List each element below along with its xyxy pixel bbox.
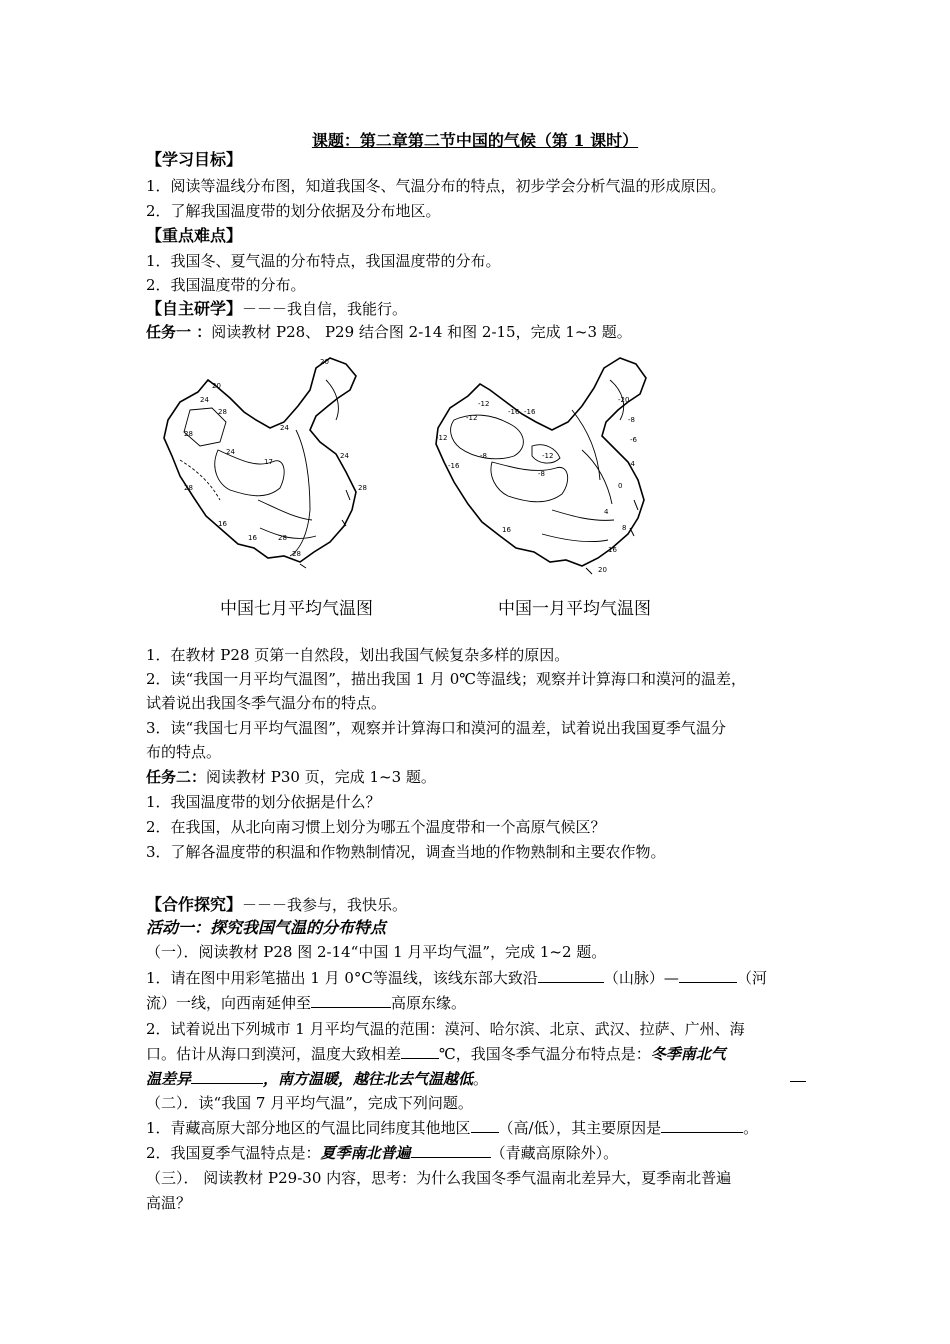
goal-item-2: 2．了解我国温度带的划分依据及分布地区。 [146, 202, 441, 220]
answer-blank-river[interactable] [679, 966, 737, 983]
july-map-label: 28 [278, 534, 287, 542]
july-map-label: 16 [218, 520, 227, 528]
self-study-tagline: －－－我自信，我能行。 [242, 300, 408, 318]
part2-question-2-text: 2．我国夏季气温特点是： [146, 1144, 321, 1162]
question-2-text: 。 [473, 1070, 489, 1088]
task1-label: 任务一 ： [146, 323, 212, 341]
part2-question-2-emphasis: 夏季南北普遍 [320, 1144, 411, 1162]
july-map-label: 24 [340, 452, 349, 460]
part3-line2: 高温？ [146, 1194, 192, 1212]
goals-heading: 【学习目标】 [146, 150, 243, 169]
part3-line1: （三）． 阅读教材 P29-30 内容，思考：为什么我国冬季气温南北差异大，夏季南北普遍 [146, 1169, 732, 1187]
jan-map-label: 4 [604, 508, 609, 516]
jan-map-label: -6 [630, 436, 637, 444]
jan-map-label: -16 [448, 462, 460, 470]
question-1-text: （山脉）— [603, 969, 679, 987]
july-map-label: 28 [184, 484, 193, 492]
answer-blank-plateau[interactable] [311, 991, 391, 1008]
task1-item: 布的特点。 [146, 743, 222, 761]
jan-map-label: -8 [628, 416, 635, 424]
jan-map-label: -8 [538, 470, 545, 478]
question-1-text: 流）一线，向西南延伸至 [146, 994, 312, 1012]
task1-item: 2．读“我国一月平均气温图”，描出我国 1 月 0℃等温线；观察并计算海口和漠河的温差， [146, 670, 747, 688]
activity1-title: 活动一：探究我国气温的分布特点 [146, 918, 387, 937]
question-1-line2 [146, 991, 466, 1015]
question-1-text: （河 [736, 969, 767, 987]
keypoint-item-1: 1．我国冬、夏气温的分布特点，我国温度带的分布。 [146, 252, 501, 270]
jan-map-label: -12 [478, 400, 490, 408]
july-map-label: 24 [280, 424, 289, 432]
self-study-heading: 【自主研学】 [146, 299, 243, 318]
part2-question-1-text: 。 [743, 1119, 759, 1137]
coop-tagline: －－－我参与，我快乐。 [242, 896, 408, 914]
july-map-label: 28 [358, 484, 367, 492]
answer-blank-reason[interactable] [661, 1116, 743, 1133]
july-map-label: 24 [226, 448, 235, 456]
question-1-line1 [146, 966, 767, 990]
question-1-text: 高原东缘。 [391, 994, 467, 1012]
goal-item-1: 1．阅读等温线分布图，知道我国冬、气温分布的特点，初步学会分析气温的形成原因。 [146, 177, 726, 195]
page-title: 课题：第二章第二节中国的气候（第 1 课时） [311, 131, 639, 150]
jan-map-label: -12 [466, 414, 478, 422]
jan-map-label: 8 [622, 524, 627, 532]
trailing-rule [790, 1081, 806, 1082]
july-map-label: 20 [320, 358, 329, 366]
jan-map-label: -8 [480, 452, 487, 460]
july-map-label: 17 [264, 458, 273, 466]
task1-item: 1．在教材 P28 页第一自然段，划出我国气候复杂多样的原因。 [146, 646, 570, 664]
task2-item: 3．了解各温度带的积温和作物熟制情况，调查当地的作物熟制和主要农作物。 [146, 843, 666, 861]
keypoints-heading: 【重点难点】 [146, 226, 243, 245]
july-map-label: 28 [184, 430, 193, 438]
self-study-heading-line [146, 297, 407, 321]
answer-blank-temperature-difference[interactable] [401, 1042, 439, 1059]
answer-blank-mountain[interactable] [538, 966, 604, 983]
july-map-label: 16 [248, 534, 257, 542]
part2-question-1-text: 1．青藏高原大部分地区的气温比同纬度其他地区 [146, 1119, 471, 1137]
answer-blank-summer[interactable] [411, 1141, 491, 1158]
part2-question-2-text: （青藏高原除外）。 [490, 1144, 619, 1162]
july-map-label: 24 [200, 396, 209, 404]
january-map-caption: 中国一月平均气温图 [498, 599, 651, 619]
task1-item: 3．读“我国七月平均气温图”，观察并计算海口和漠河的温差，试着说出我国夏季气温分 [146, 719, 726, 737]
jan-map-label: 16 [608, 546, 617, 554]
part2-question-1-text: （高/低），其主要原因是 [498, 1119, 662, 1137]
task1-text: 阅读教材 P28、 P29 结合图 2-14 和图 2-15，完成 1~3 题。 [211, 323, 632, 341]
task2-item: 1．我国温度带的划分依据是什么？ [146, 793, 381, 811]
question-2-emphasis: 冬季南北气 [650, 1045, 726, 1063]
task2-line [146, 765, 436, 789]
task2-text: 阅读教材 P30 页，完成 1~3 题。 [206, 768, 436, 786]
keypoint-item-2: 2．我国温度带的分布。 [146, 276, 306, 294]
task1-item: 试着说出我国冬季气温分布的特点。 [146, 694, 387, 712]
question-2-emphasis: 温差异 [146, 1070, 192, 1088]
answer-blank-high-low[interactable] [471, 1116, 499, 1133]
jan-map-label: 16 [502, 526, 511, 534]
task1-line [146, 320, 632, 344]
jan-map-label: 0 [618, 482, 623, 490]
january-temperature-map [432, 350, 662, 578]
july-map-label: 20 [212, 382, 221, 390]
question-1-text: 1．请在图中用彩笔描出 1 月 0°C等温线，该线东部大致沿 [146, 969, 538, 987]
question-2-text: ℃，我国冬季气温分布特点是： [439, 1045, 651, 1063]
jan-map-label: 20 [598, 566, 607, 574]
july-map-caption: 中国七月平均气温图 [220, 599, 373, 619]
task2-label: 任务二： [146, 768, 207, 786]
question-2-line1: 2．试着说出下列城市 1 月平均气温的范围：漠河、哈尔滨、北京、武汉、拉萨、广州、海 [146, 1020, 745, 1038]
task2-item: 2．在我国，从北向南习惯上划分为哪五个温度带和一个高原气候区？ [146, 818, 606, 836]
part1-text: （一）．阅读教材 P28 图 2-14“中国 1 月平均气温”，完成 1~2 题。 [146, 943, 607, 961]
jan-map-label: -20 [618, 396, 630, 404]
jan-map-label: -4 [628, 460, 635, 468]
jan-map-label: -12 [436, 434, 448, 442]
question-2-emphasis: ，南方温暖，越往北去气温越低 [263, 1070, 474, 1088]
part2-question-2 [146, 1141, 618, 1165]
coop-heading-line [146, 893, 407, 917]
jan-map-label: -16 [508, 408, 520, 416]
july-temperature-map [160, 350, 370, 575]
july-map-label: 28 [218, 408, 227, 416]
part2-question-1 [146, 1116, 758, 1140]
part2-text: （二）．读“我国 7 月平均气温”，完成下列问题。 [146, 1094, 473, 1112]
coop-heading: 【合作探究】 [146, 895, 243, 914]
answer-blank-winter-difference[interactable] [191, 1067, 263, 1084]
july-map-label: 28 [292, 550, 301, 558]
question-2-line3 [146, 1067, 488, 1091]
jan-map-label: -12 [542, 452, 554, 460]
question-2-line2 [146, 1042, 726, 1066]
jan-map-label: -16 [524, 408, 536, 416]
question-2-text: 口。估计从海口到漠河，温度大致相差 [146, 1045, 402, 1063]
